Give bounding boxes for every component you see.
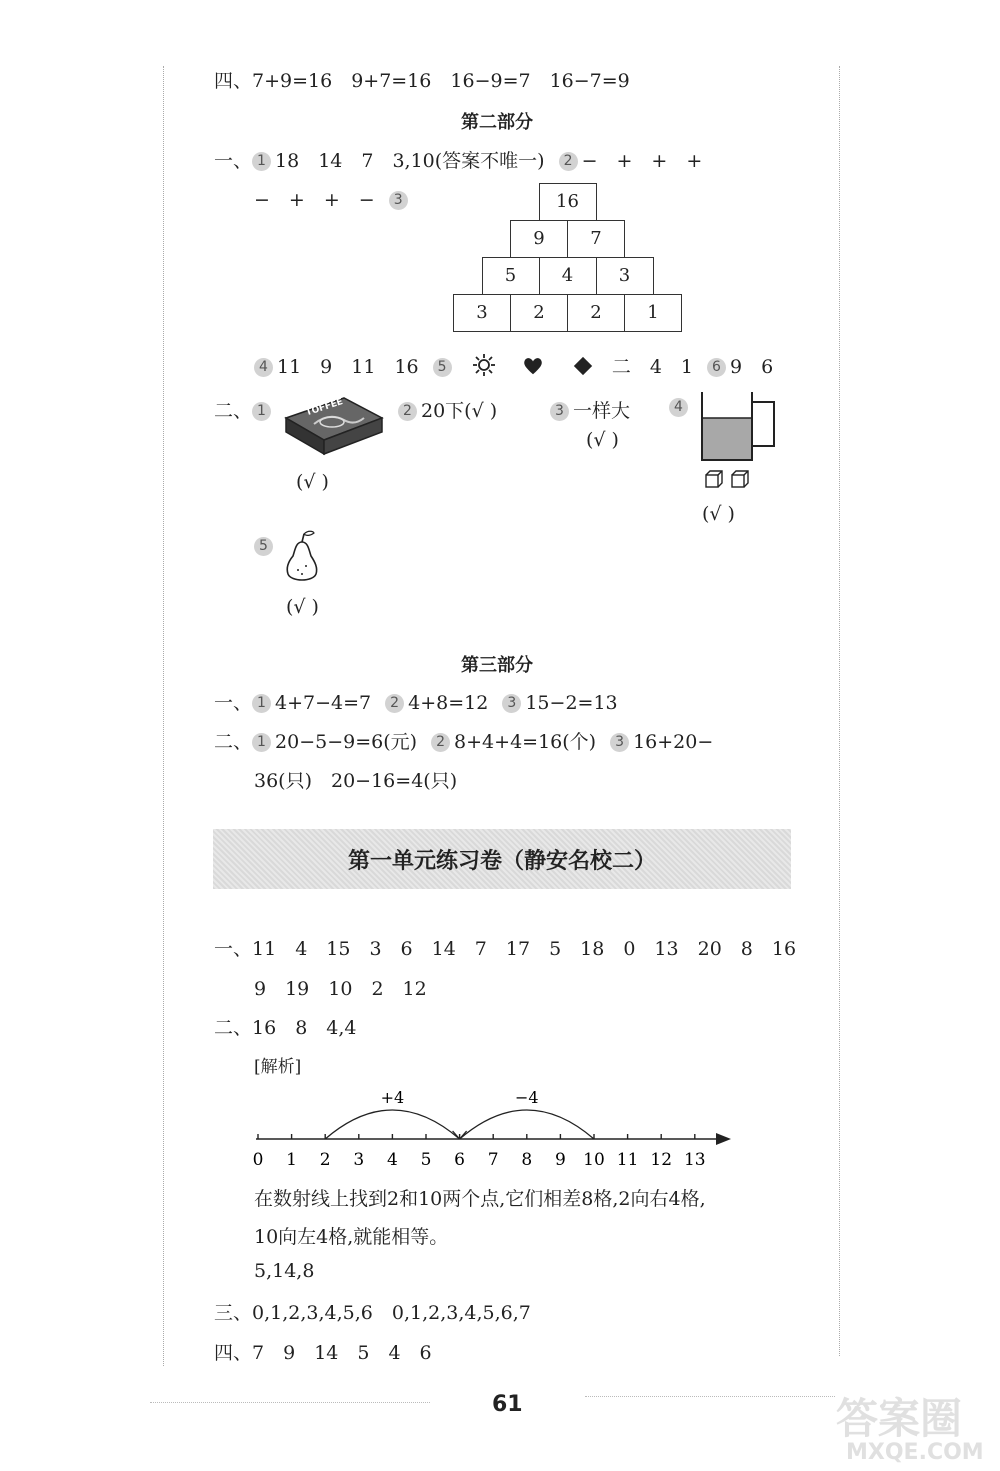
tick-label: 4 xyxy=(386,1150,398,1170)
q-badge-5: 5 xyxy=(433,358,452,377)
p3-s2-cont: 36(只) 20−16=4(只) xyxy=(254,770,458,792)
p2-s2-q4 xyxy=(669,396,692,418)
q-badge-4b: 4 xyxy=(669,398,688,417)
p2-s2-q3 xyxy=(550,396,630,423)
check-4: (√ ) xyxy=(702,503,735,525)
tick-label: 12 xyxy=(650,1150,673,1170)
toffee-box-text: TOFFEE xyxy=(304,397,345,419)
unit-q1-line1 xyxy=(214,934,796,961)
toffee-box-image xyxy=(284,390,384,461)
unit-q2-answer: 16 8 4,4 xyxy=(252,1017,357,1039)
unit-q2-prefix: 二、 xyxy=(214,1017,253,1039)
unit-q3-answer: 0,1,2,3,4,5,6 0,1,2,3,4,5,6,7 xyxy=(252,1302,531,1324)
q-badge-3b: 3 xyxy=(550,402,569,421)
q-badge-6: 6 xyxy=(707,358,726,377)
watermark-logo: 答案圈 xyxy=(836,1394,963,1443)
p3-s1-a2: 4+8=12 xyxy=(408,692,489,714)
q-badge-p3-6: 3 xyxy=(610,733,629,752)
p2-s2-label xyxy=(214,396,275,423)
q-badge-p3-4: 1 xyxy=(252,733,271,752)
unit-banner xyxy=(213,829,791,889)
pyramid-cell: 3 xyxy=(596,257,654,295)
tick-label: 1 xyxy=(286,1150,298,1170)
pyramid-cell: 3 xyxy=(453,294,511,332)
q-badge-4: 4 xyxy=(254,358,273,377)
number-pyramid xyxy=(452,183,682,331)
p3-s2-line xyxy=(214,727,713,754)
p3-s2-a3: 16+20− xyxy=(633,731,714,753)
q-badge-p3-5: 2 xyxy=(431,733,450,752)
q-badge-p3-2: 2 xyxy=(385,694,404,713)
left-margin-rule xyxy=(163,66,164,1366)
p3-s1-a3: 15−2=13 xyxy=(525,692,618,714)
unit-banner-title: 第一单元练习卷（静安名校二） xyxy=(347,848,656,874)
footer-rule-right xyxy=(585,1396,835,1397)
p2-s1-line2 xyxy=(254,185,412,212)
tick-label: 6 xyxy=(454,1150,466,1170)
explain-line2: 10向左4格,就能相等。 xyxy=(254,1226,449,1248)
tick-label: 11 xyxy=(616,1150,639,1170)
watermark-url: MXQE.COM xyxy=(846,1440,984,1465)
part2-title: 第二部分 xyxy=(461,112,533,133)
unit-q2-extra: 5,14,8 xyxy=(254,1260,315,1282)
analysis-label: [解析] xyxy=(254,1057,302,1077)
tick-label: 10 xyxy=(583,1150,605,1170)
tick-label: 7 xyxy=(487,1150,499,1170)
p3-s1-a1: 4+7−4=7 xyxy=(275,692,372,714)
p2-s2-a3: 一样大 xyxy=(573,400,631,422)
arc-left-label: +4 xyxy=(380,1088,405,1107)
p2-s1-a2b: − + + − xyxy=(254,189,375,211)
p2-s1-line3 xyxy=(254,352,773,382)
q-badge-5b: 5 xyxy=(254,537,273,556)
pyramid-cell: 5 xyxy=(482,257,540,295)
check-5: (√ ) xyxy=(286,596,319,618)
diamond-icon xyxy=(572,355,594,382)
p2-s2-prefix: 二、 xyxy=(214,400,253,422)
q-badge-2b: 2 xyxy=(398,402,417,421)
part3-title: 第三部分 xyxy=(461,655,533,676)
p2-s1-a2: − + + + xyxy=(581,150,703,172)
check-3: (√ ) xyxy=(586,429,619,451)
sun-icon xyxy=(472,353,496,382)
tick-label: 0 xyxy=(252,1150,264,1170)
q-badge-1b: 1 xyxy=(252,402,271,421)
p2-s1-a6: 9 6 xyxy=(730,356,774,378)
unit-q4-answer: 7 9 14 5 4 6 xyxy=(252,1342,432,1364)
p3-s2-prefix: 二、 xyxy=(214,731,253,753)
pyramid-cell: 9 xyxy=(510,220,568,258)
pyramid-cell: 16 xyxy=(539,183,597,221)
p3-s2-a1: 20−5−9=6(元) xyxy=(275,731,418,753)
q-badge-p3-3: 3 xyxy=(502,694,521,713)
q-badge-2: 2 xyxy=(559,152,578,171)
unit-q4-line xyxy=(214,1338,432,1365)
pear-image xyxy=(282,528,322,589)
unit-q4-prefix: 四、 xyxy=(214,1342,253,1364)
part1-line4: 四、7+9=16 9+7=16 16−9=7 16−7=9 xyxy=(214,70,630,92)
unit-q2-line xyxy=(214,1013,357,1040)
tick-label: 3 xyxy=(353,1150,365,1170)
q-badge-3: 3 xyxy=(389,191,408,210)
number-line xyxy=(240,1085,740,1175)
p2-s1-a1: 18 14 7 3,10(答案不唯一) xyxy=(275,150,545,172)
p2-s1-line1 xyxy=(214,146,702,173)
p3-s1-line xyxy=(214,688,618,715)
check-1: (√ ) xyxy=(296,471,329,493)
pyramid-cell: 2 xyxy=(510,294,568,332)
tick-label: 8 xyxy=(521,1150,533,1170)
unit-q3-prefix: 三、 xyxy=(214,1302,253,1324)
tick-label: 2 xyxy=(319,1150,331,1170)
p2-s2-a2: 20下(√ ) xyxy=(421,400,498,422)
mug-image xyxy=(698,390,782,469)
p3-s2-a2: 8+4+4=16(个) xyxy=(454,731,597,753)
pyramid-cell: 7 xyxy=(567,220,625,258)
pyramid-cell: 1 xyxy=(624,294,682,332)
unit-q1-prefix: 一、 xyxy=(214,938,253,960)
pyramid-cell: 2 xyxy=(567,294,625,332)
q-badge-1: 1 xyxy=(252,152,271,171)
tick-label: 9 xyxy=(554,1150,566,1170)
footer-rule-left xyxy=(150,1402,430,1403)
unit-q1-line2: 9 19 10 2 12 xyxy=(254,978,427,1000)
unit-q1-a1: 11 4 15 3 6 14 7 17 5 18 0 13 20 8 16 xyxy=(252,938,797,960)
page-number: 61 xyxy=(492,1392,523,1417)
pyramid-cell: 4 xyxy=(539,257,597,295)
right-margin-rule xyxy=(839,66,840,1356)
tick-label: 5 xyxy=(420,1150,432,1170)
tick-label: 13 xyxy=(683,1150,706,1170)
q-badge-p3-1: 1 xyxy=(252,694,271,713)
p2-s2-q5 xyxy=(254,535,277,557)
p2-s2-q2 xyxy=(398,396,497,423)
cubes-image xyxy=(704,470,754,495)
p3-s1-prefix: 一、 xyxy=(214,692,253,714)
unit-q3-line xyxy=(214,1298,531,1325)
p2-s1-a5: 二 4 1 xyxy=(611,356,693,378)
p2-s1-prefix: 一、 xyxy=(214,150,253,172)
p2-s1-a4: 11 9 11 16 xyxy=(277,356,419,378)
arc-right-label: −4 xyxy=(515,1088,539,1107)
explain-line1: 在数射线上找到2和10两个点,它们相差8格,2向右4格, xyxy=(254,1188,706,1210)
heart-icon xyxy=(522,355,544,382)
